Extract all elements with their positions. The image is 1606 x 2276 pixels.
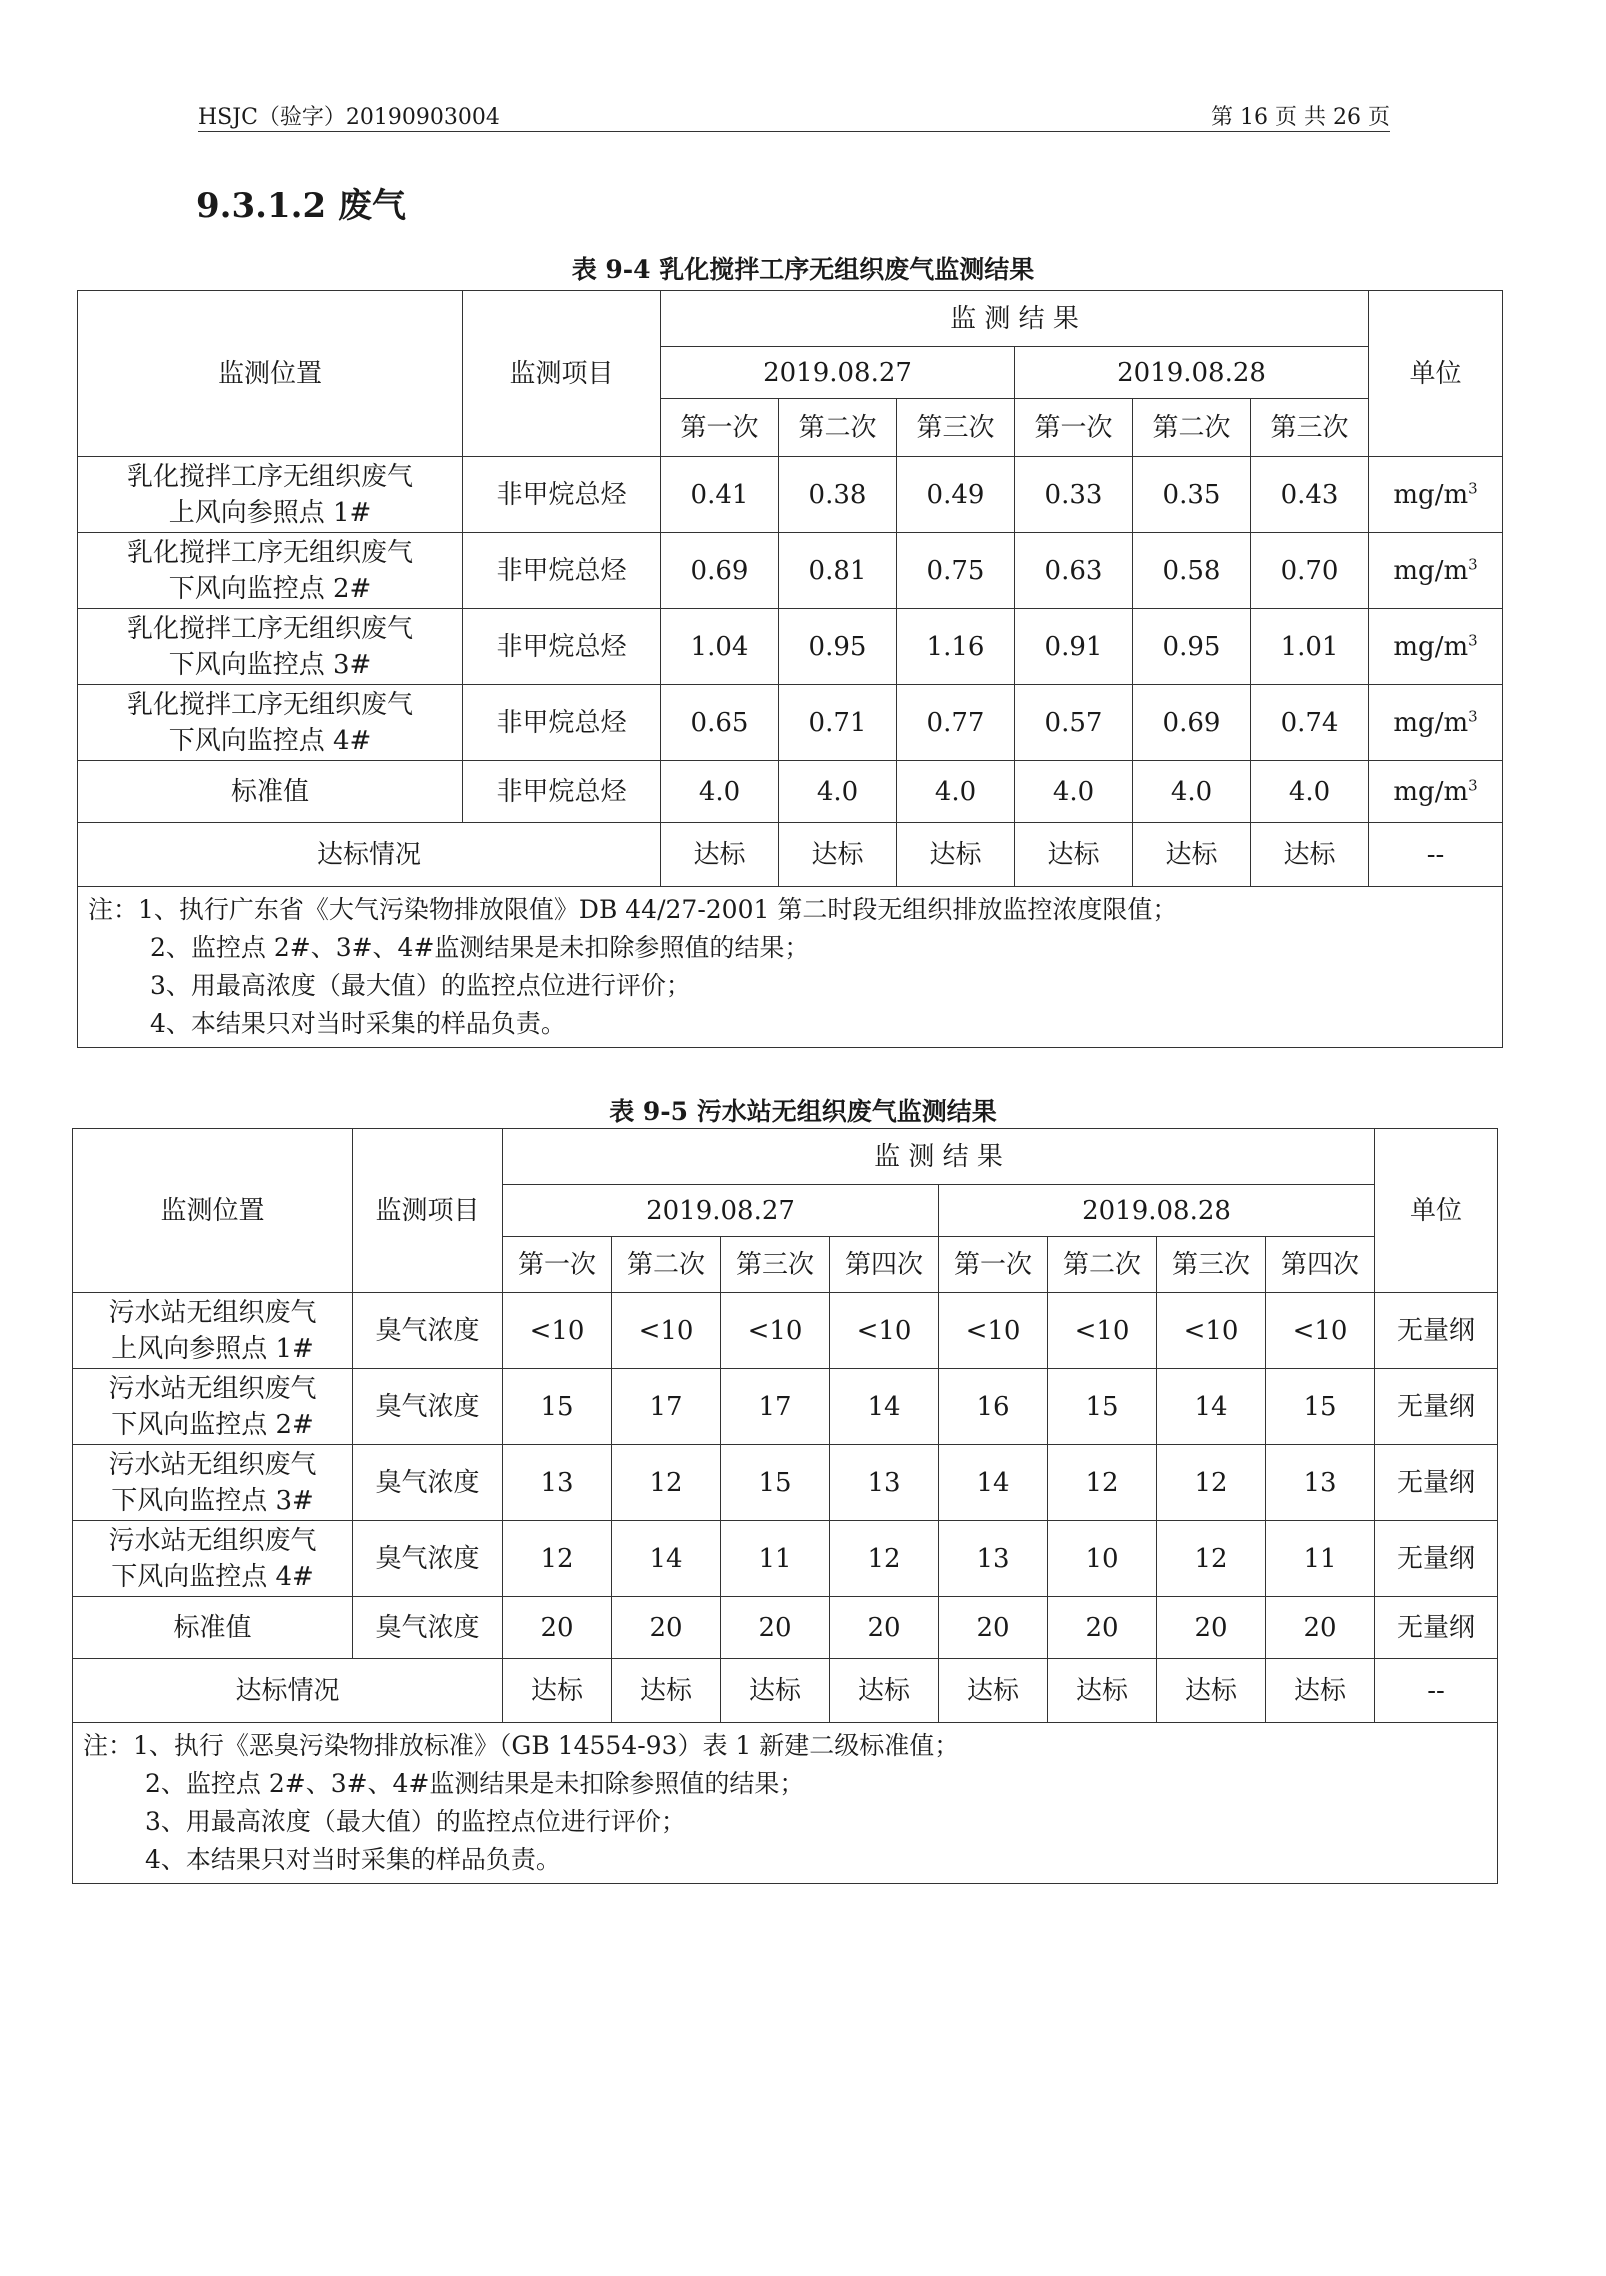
value-cell: 17 xyxy=(721,1369,830,1445)
unit-cell: 无量纲 xyxy=(1375,1445,1498,1521)
location-cell xyxy=(78,533,463,609)
location-line-1: 污水站无组织废气 xyxy=(108,1525,317,1556)
item-cell: 非甲烷总烃 xyxy=(463,457,661,533)
unit-cell: 无量纲 xyxy=(1375,1369,1498,1445)
location-line-1: 乳化搅拌工序无组织废气 xyxy=(126,613,413,644)
header-time: 第三次 xyxy=(1157,1237,1266,1293)
standard-label: 标准值 xyxy=(78,761,463,823)
header-time: 第四次 xyxy=(1266,1237,1375,1293)
compliance-value: 达标 xyxy=(503,1659,612,1723)
header-time: 第一次 xyxy=(939,1237,1048,1293)
unit-superscript: 3 xyxy=(1468,478,1478,497)
standard-item: 臭气浓度 xyxy=(353,1597,503,1659)
location-line-1: 污水站无组织废气 xyxy=(108,1297,317,1328)
value-cell: 15 xyxy=(503,1369,612,1445)
standard-value: 4.0 xyxy=(779,761,897,823)
value-cell: 11 xyxy=(1266,1521,1375,1597)
standard-value: 20 xyxy=(612,1597,721,1659)
header-time: 第一次 xyxy=(503,1237,612,1293)
table-notes xyxy=(73,1723,1498,1884)
standard-value: 20 xyxy=(939,1597,1048,1659)
value-cell: 14 xyxy=(939,1445,1048,1521)
item-cell: 非甲烷总烃 xyxy=(463,685,661,761)
unit-cell: 无量纲 xyxy=(1375,1521,1498,1597)
location-cell xyxy=(73,1521,353,1597)
location-line-2: 下风向监控点 4# xyxy=(111,1561,314,1592)
header-time: 第二次 xyxy=(612,1237,721,1293)
report-number: HSJC（验字）20190903004 xyxy=(198,105,500,130)
location-line-1: 乳化搅拌工序无组织废气 xyxy=(126,461,413,492)
value-cell: 1.01 xyxy=(1251,609,1369,685)
unit-superscript: 3 xyxy=(1468,630,1478,649)
standard-value: 4.0 xyxy=(1133,761,1251,823)
unit-cell xyxy=(1369,609,1503,685)
standard-value: 4.0 xyxy=(661,761,779,823)
value-cell: 0.74 xyxy=(1251,685,1369,761)
header-unit: 单位 xyxy=(1375,1129,1498,1293)
table-row xyxy=(73,1521,1498,1597)
value-cell: <10 xyxy=(503,1293,612,1369)
value-cell: 15 xyxy=(1048,1369,1157,1445)
header-time: 第三次 xyxy=(1251,399,1369,457)
compliance-value: 达标 xyxy=(661,823,779,887)
value-cell: 0.70 xyxy=(1251,533,1369,609)
value-cell: 0.58 xyxy=(1133,533,1251,609)
unit-text: mg/m xyxy=(1393,555,1469,586)
page-info: 第 16 页 共 26 页 xyxy=(1211,105,1390,130)
compliance-value: 达标 xyxy=(721,1659,830,1723)
value-cell: 0.33 xyxy=(1015,457,1133,533)
unit-cell xyxy=(1369,685,1503,761)
standard-value: 20 xyxy=(503,1597,612,1659)
value-cell: 0.69 xyxy=(661,533,779,609)
value-cell: 11 xyxy=(721,1521,830,1597)
value-cell: 0.75 xyxy=(897,533,1015,609)
item-cell: 臭气浓度 xyxy=(353,1369,503,1445)
section-title: 9.3.1.2 废气 xyxy=(196,186,406,226)
note-line: 4、本结果只对当时采集的样品负责。 xyxy=(150,1009,566,1038)
value-cell: <10 xyxy=(721,1293,830,1369)
standard-label: 标准值 xyxy=(73,1597,353,1659)
compliance-value: 达标 xyxy=(1266,1659,1375,1723)
value-cell: 12 xyxy=(503,1521,612,1597)
value-cell: 10 xyxy=(1048,1521,1157,1597)
value-cell: 13 xyxy=(939,1521,1048,1597)
standard-value: 20 xyxy=(1266,1597,1375,1659)
location-line-2: 下风向监控点 3# xyxy=(168,649,372,680)
value-cell: 0.38 xyxy=(779,457,897,533)
table-9-4 xyxy=(77,290,1503,1048)
standard-value: 4.0 xyxy=(897,761,1015,823)
compliance-value: 达标 xyxy=(1048,1659,1157,1723)
value-cell: 0.95 xyxy=(1133,609,1251,685)
value-cell: 1.16 xyxy=(897,609,1015,685)
header-time: 第三次 xyxy=(897,399,1015,457)
location-line-1: 污水站无组织废气 xyxy=(108,1373,317,1404)
value-cell: 0.43 xyxy=(1251,457,1369,533)
header-time: 第二次 xyxy=(1133,399,1251,457)
compliance-value: 达标 xyxy=(1015,823,1133,887)
location-cell xyxy=(73,1369,353,1445)
value-cell: 0.65 xyxy=(661,685,779,761)
standard-value: 20 xyxy=(830,1597,939,1659)
value-cell: 14 xyxy=(1157,1369,1266,1445)
value-cell: 0.69 xyxy=(1133,685,1251,761)
value-cell: 0.95 xyxy=(779,609,897,685)
value-cell: 13 xyxy=(503,1445,612,1521)
value-cell: <10 xyxy=(612,1293,721,1369)
compliance-label: 达标情况 xyxy=(78,823,661,887)
compliance-value: 达标 xyxy=(897,823,1015,887)
value-cell: 12 xyxy=(1157,1521,1266,1597)
standard-value: 4.0 xyxy=(1015,761,1133,823)
location-line-2: 下风向监控点 3# xyxy=(111,1485,314,1516)
compliance-value: 达标 xyxy=(830,1659,939,1723)
value-cell: 0.63 xyxy=(1015,533,1133,609)
item-cell: 臭气浓度 xyxy=(353,1445,503,1521)
note-line: 2、监控点 2#、3#、4#监测结果是未扣除参照值的结果； xyxy=(150,933,810,962)
value-cell: <10 xyxy=(939,1293,1048,1369)
standard-unit: 无量纲 xyxy=(1375,1597,1498,1659)
unit-text: mg/m xyxy=(1393,707,1469,738)
value-cell: 12 xyxy=(1157,1445,1266,1521)
item-cell: 非甲烷总烃 xyxy=(463,533,661,609)
value-cell: <10 xyxy=(1048,1293,1157,1369)
location-cell xyxy=(73,1445,353,1521)
table-row xyxy=(78,685,1503,761)
note-line: 3、用最高浓度（最大值）的监控点位进行评价； xyxy=(145,1807,686,1836)
value-cell: 0.81 xyxy=(779,533,897,609)
location-cell xyxy=(73,1293,353,1369)
note-line: 2、监控点 2#、3#、4#监测结果是未扣除参照值的结果； xyxy=(145,1769,805,1798)
header-date: 2019.08.27 xyxy=(503,1185,939,1237)
table-row xyxy=(73,1369,1498,1445)
location-line-2: 下风向监控点 2# xyxy=(168,573,372,604)
location-line-2: 上风向参照点 1# xyxy=(168,497,372,528)
value-cell: 0.57 xyxy=(1015,685,1133,761)
location-line-1: 乳化搅拌工序无组织废气 xyxy=(126,689,413,720)
header-time: 第二次 xyxy=(779,399,897,457)
note-line: 3、用最高浓度（最大值）的监控点位进行评价； xyxy=(150,971,691,1000)
location-cell xyxy=(78,685,463,761)
standard-unit: $mg/m^3$ xyxy=(1369,761,1503,823)
standard-value: 20 xyxy=(1157,1597,1266,1659)
note-line: 注：1、执行《恶臭污染物排放标准》（GB 14554-93）表 1 新建二级标准值； xyxy=(83,1731,960,1760)
table-9-5-caption: 表 9-5 污水站无组织废气监测结果 xyxy=(609,1097,997,1126)
header-time: 第二次 xyxy=(1048,1237,1157,1293)
location-line-2: 上风向参照点 1# xyxy=(111,1333,314,1364)
table-row xyxy=(73,1445,1498,1521)
value-cell: 1.04 xyxy=(661,609,779,685)
value-cell: <10 xyxy=(1157,1293,1266,1369)
value-cell: 15 xyxy=(721,1445,830,1521)
header-rule xyxy=(198,131,1390,132)
value-cell: 13 xyxy=(830,1445,939,1521)
header-time: 第一次 xyxy=(1015,399,1133,457)
value-cell: 15 xyxy=(1266,1369,1375,1445)
unit-text: mg/m xyxy=(1393,479,1469,510)
unit-superscript: 3 xyxy=(1468,554,1478,573)
location-cell xyxy=(78,457,463,533)
table-notes xyxy=(78,887,1503,1048)
value-cell: <10 xyxy=(1266,1293,1375,1369)
compliance-unit: -- xyxy=(1369,823,1503,887)
note-line: 注：1、执行广东省《大气污染物排放限值》DB 44/27-2001 第二时段无组织排放监控浓度限值； xyxy=(88,895,1178,924)
compliance-label: 达标情况 xyxy=(73,1659,503,1723)
value-cell: 12 xyxy=(1048,1445,1157,1521)
header-item: 监测项目 xyxy=(353,1129,503,1293)
header-date: 2019.08.28 xyxy=(1015,347,1369,399)
compliance-value: 达标 xyxy=(939,1659,1048,1723)
standard-value: 4.0 xyxy=(1251,761,1369,823)
unit-cell xyxy=(1369,457,1503,533)
value-cell: 14 xyxy=(612,1521,721,1597)
item-cell: 臭气浓度 xyxy=(353,1293,503,1369)
standard-item: 非甲烷总烃 xyxy=(463,761,661,823)
header-position: 监测位置 xyxy=(78,291,463,457)
location-cell xyxy=(78,609,463,685)
header-item: 监测项目 xyxy=(463,291,661,457)
compliance-value: 达标 xyxy=(612,1659,721,1723)
location-line-1: 污水站无组织废气 xyxy=(108,1449,317,1480)
note-line: 4、本结果只对当时采集的样品负责。 xyxy=(145,1845,561,1874)
item-cell: 非甲烷总烃 xyxy=(463,609,661,685)
header-position: 监测位置 xyxy=(73,1129,353,1293)
header-unit: 单位 xyxy=(1369,291,1503,457)
value-cell: 13 xyxy=(1266,1445,1375,1521)
compliance-value: 达标 xyxy=(1251,823,1369,887)
location-line-2: 下风向监控点 4# xyxy=(168,725,372,756)
page-header xyxy=(198,96,1390,132)
standard-value: 20 xyxy=(721,1597,830,1659)
value-cell: 12 xyxy=(830,1521,939,1597)
standard-value: 20 xyxy=(1048,1597,1157,1659)
item-cell: 臭气浓度 xyxy=(353,1521,503,1597)
header-time: 第三次 xyxy=(721,1237,830,1293)
compliance-value: 达标 xyxy=(1157,1659,1266,1723)
table-row xyxy=(73,1293,1498,1369)
unit-superscript: 3 xyxy=(1468,706,1478,725)
unit-cell xyxy=(1369,533,1503,609)
table-9-4-caption: 表 9-4 乳化搅拌工序无组织废气监测结果 xyxy=(571,255,1035,284)
header-time: 第一次 xyxy=(661,399,779,457)
location-line-2: 下风向监控点 2# xyxy=(111,1409,314,1440)
compliance-value: 达标 xyxy=(779,823,897,887)
value-cell: 17 xyxy=(612,1369,721,1445)
value-cell: <10 xyxy=(830,1293,939,1369)
value-cell: 0.77 xyxy=(897,685,1015,761)
table-row xyxy=(78,457,1503,533)
unit-cell: 无量纲 xyxy=(1375,1293,1498,1369)
table-9-5 xyxy=(72,1128,1498,1884)
table-row xyxy=(78,609,1503,685)
location-line-1: 乳化搅拌工序无组织废气 xyxy=(126,537,413,568)
value-cell: 0.35 xyxy=(1133,457,1251,533)
header-date: 2019.08.27 xyxy=(661,347,1015,399)
header-result: 监 测 结 果 xyxy=(661,291,1369,347)
value-cell: 0.49 xyxy=(897,457,1015,533)
header-result: 监 测 结 果 xyxy=(503,1129,1375,1185)
value-cell: 0.41 xyxy=(661,457,779,533)
value-cell: 14 xyxy=(830,1369,939,1445)
header-date: 2019.08.28 xyxy=(939,1185,1375,1237)
value-cell: 16 xyxy=(939,1369,1048,1445)
table-row xyxy=(78,533,1503,609)
value-cell: 12 xyxy=(612,1445,721,1521)
value-cell: 0.91 xyxy=(1015,609,1133,685)
value-cell: 0.71 xyxy=(779,685,897,761)
unit-text: mg/m xyxy=(1393,631,1469,662)
compliance-value: 达标 xyxy=(1133,823,1251,887)
compliance-unit: -- xyxy=(1375,1659,1498,1723)
header-time: 第四次 xyxy=(830,1237,939,1293)
